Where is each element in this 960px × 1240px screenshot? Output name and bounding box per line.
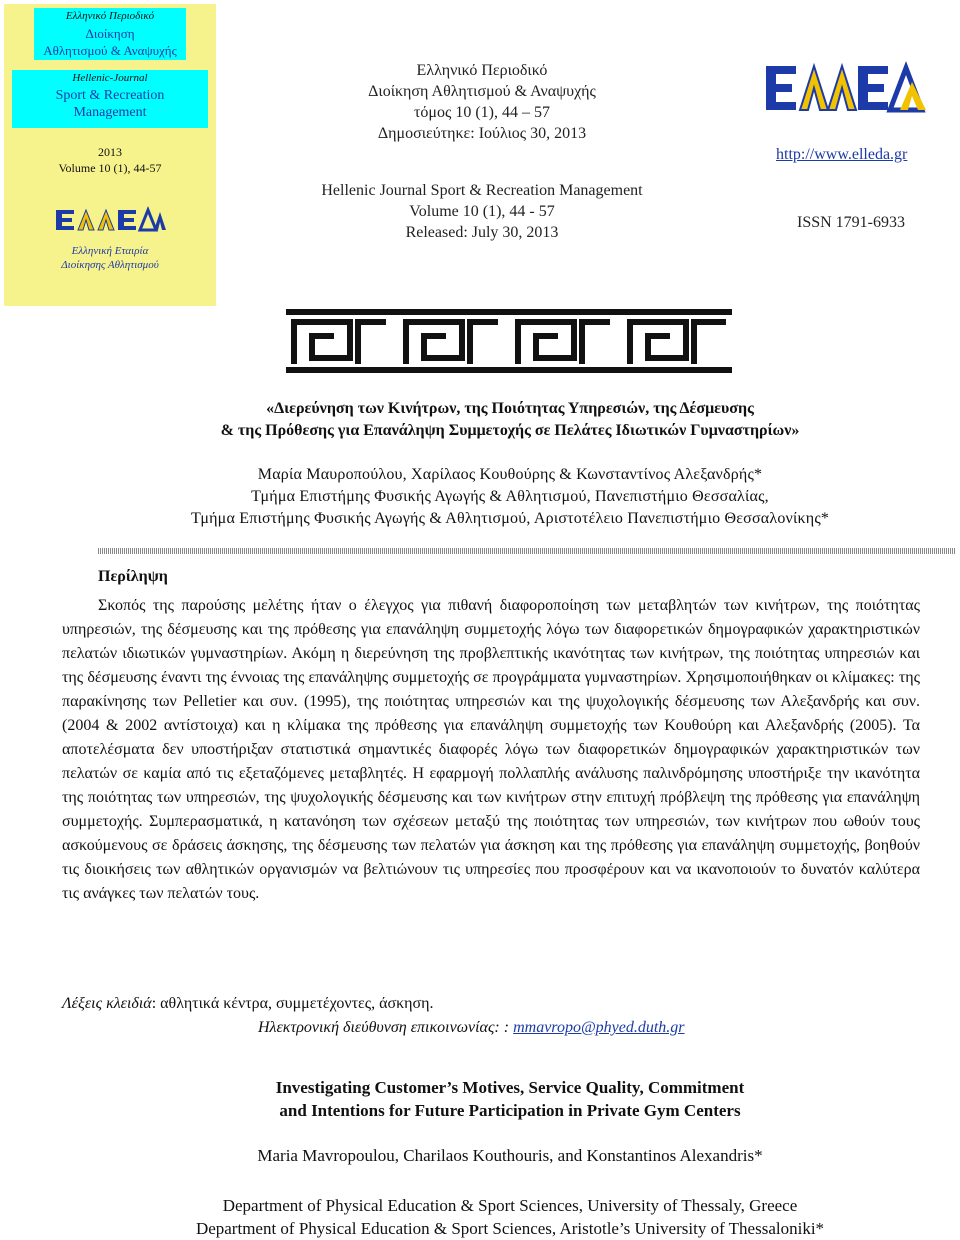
header-gr-line1: Ελληνικό Περιοδικό [416, 62, 548, 79]
greek-meander-decoration [286, 308, 732, 374]
sidebar-journal-gr-line3: Αθλητισμού & Αναψυχής [43, 43, 177, 58]
header-gr-line2: Διοίκηση Αθλητισμού & Αναψυχής [368, 83, 596, 100]
email-label: Ηλεκτρονική διεύθυνση επικοινωνίας: : [258, 1019, 514, 1036]
sidebar-journal-gr-line1: Ελληνικό Περιοδικό [65, 10, 155, 22]
contact-email [258, 1019, 685, 1037]
sidebar-org-line1: Ελληνική Εταιρία [71, 245, 149, 257]
title-en-line1: Investigating Customer’s Motives, Service Quality, Commitment [275, 1078, 745, 1097]
abstract-text: Σκοπός της παρούσης μελέτης ήταν ο έλεγχος για πιθανή διαφοροποίηση των μεταβλητών των κινήτρων, της ποιότητας υπηρεσιών, της δέσμευσης και της πρόθεσης για επανάληψη συμμετοχής λόγω των διαφορετικών δημογραφικών χαρακτηριστικών πελατών ιδιωτικών γυμναστηρίων. Ακόμη η διερεύνηση της προβλεπτικής ικανότητας των κινήτρων, της ποιότητας υπηρεσιών και της δέσμευσης έναντι της έννοιας της επανάληψης συμμετοχής σε προγράμματα γυμναστηρίων. Χρησιμοποιήθηκαν οι κλίμακες: της παρακίνησης των Pelletier και συν. (1995), της ποιότητας υπηρεσιών και της ψυχολογικής δέσμευσης των Αλεξανδρής και συν. (2004 & 2002 αντίστοιχα) και η κλίμακα της πρόθεσης για επανάληψη συμμετοχής των Κουθούρη και Αλεξανδρής (2005). Τα αποτελέσματα δεν υποστήριξαν στατιστικά σημαντικές διαφορές λόγω των διαφορετικών δημογραφικών χαρακτηριστικών των πελατών σε καμία από τις εξεταζόμενες μεταβλητές. Η εφαρμογή πολλαπλής ανάλυσης παλινδρόμησης υποστήριξε την ικανότητα της ποιότητας των υπηρεσιών, της ψυχολογικής δέσμευσης και των κινήτρων στην επιτυχή πρόβλεψη της πρόθεσης για επανάληψη συμμετοχής. Συμπερασματικά, η κατανόηση των σχέσεων μεταξύ της ποιότητας των υπηρεσιών, των κινήτρων που ωθούν τους ασκούμενους σε δράσεις άσκησης, της δέσμευσης των πελατών για άσκηση και της πρόθεσης για επανάληψη συμμετοχής, βοηθούν τις διοικήσεις των αθλητικών οργανισμών να βελτιώνουν τις υπηρεσίες που προσφέρουν και να ικανοποιούν το δυνατόν καλύτερα τις ανάγκες των πελατών τους. [62, 597, 920, 902]
dept-en-2: Department of Physical Education & Sport Sciences, Aristotle’s University of Thessaloniki* [195, 1219, 825, 1238]
journal-header-greek [222, 60, 742, 144]
title-en-line2: and Intentions for Future Participation in Private Gym Centers [279, 1101, 741, 1120]
sidebar-journal-gr-line2: Διοίκηση [85, 26, 135, 41]
journal-header-english [222, 180, 742, 243]
sidebar-journal-en [12, 70, 208, 128]
sidebar-volume: Volume 10 (1), 44-57 [58, 161, 162, 175]
title-gr-line2: & της Πρόθεσης για Επανάληψη Συμμετοχής σε Πελάτες Ιδιωτικών Γυμναστηρίων» [220, 422, 800, 439]
email-link[interactable]: mmavropo@phyed.duth.gr [513, 1019, 685, 1036]
sidebar-volume-info [4, 144, 216, 176]
sidebar-year: 2013 [98, 145, 122, 159]
journal-sidebar [4, 4, 216, 306]
header-gr-line3: τόμος 10 (1), 44 – 57 [414, 104, 550, 121]
authors-gr-dept2: Τμήμα Επιστήμης Φυσικής Αγωγής & Αθλητισμού, Αριστοτέλειο Πανεπιστήμιο Θεσσαλονίκης* [190, 510, 830, 527]
title-gr-line1: «Διερεύνηση των Κινήτρων, της Ποιότητας Υπηρεσιών, της Δέσμευσης [266, 400, 754, 417]
authors-gr-names: Μαρία Μαυροπούλου, Χαρίλαος Κουθούρης & Κωνσταντίνος Αλεξανδρής* [257, 466, 763, 483]
abstract-body [62, 594, 920, 906]
sidebar-journal-gr [34, 8, 186, 60]
dept-en-1: Department of Physical Education & Sport Sciences, University of Thessaly, Greece [222, 1196, 798, 1215]
sidebar-organization [4, 244, 216, 272]
header-gr-line4: Δημοσιεύτηκε: Ιούλιος 30, 2013 [377, 125, 587, 142]
sidebar-journal-en-line1: Hellenic-Journal [72, 72, 148, 84]
elleda-logo [760, 52, 930, 124]
sidebar-org-line2: Διοίκησης Αθλητισμού [61, 259, 159, 271]
authors-greek [80, 464, 940, 530]
paper-title-english [80, 1076, 940, 1122]
authors-english: Maria Mavropoulou, Charilaos Kouthouris, and Konstantinos Alexandris* [257, 1146, 763, 1165]
abstract-heading: Περίληψη [98, 568, 168, 585]
elleda-logo-small [52, 204, 168, 236]
sidebar-journal-en-line3: Management [73, 105, 147, 120]
keywords-text: : αθλητικά κέντρα, συμμετέχοντες, άσκηση. [151, 995, 434, 1012]
journal-url[interactable] [776, 146, 907, 164]
journal-url-text[interactable]: http://www.elleda.gr [776, 146, 908, 163]
keywords-label: Λέξεις κλειδιά [62, 995, 152, 1012]
sidebar-journal-en-line2: Sport & Recreation [55, 88, 165, 103]
authors-gr-dept1: Τμήμα Επιστήμης Φυσικής Αγωγής & Αθλητισμού, Πανεπιστήμιο Θεσσαλίας, [251, 488, 769, 505]
header-en-line1: Hellenic Journal Sport & Recreation Management [321, 182, 643, 199]
section-divider [98, 548, 956, 554]
affiliations-english [80, 1194, 940, 1240]
keywords [62, 995, 434, 1013]
paper-title-greek [80, 398, 940, 442]
header-en-line3: Released: July 30, 2013 [405, 224, 559, 241]
issn: ISSN 1791-6933 [797, 214, 906, 231]
header-en-line2: Volume 10 (1), 44 - 57 [409, 203, 555, 220]
